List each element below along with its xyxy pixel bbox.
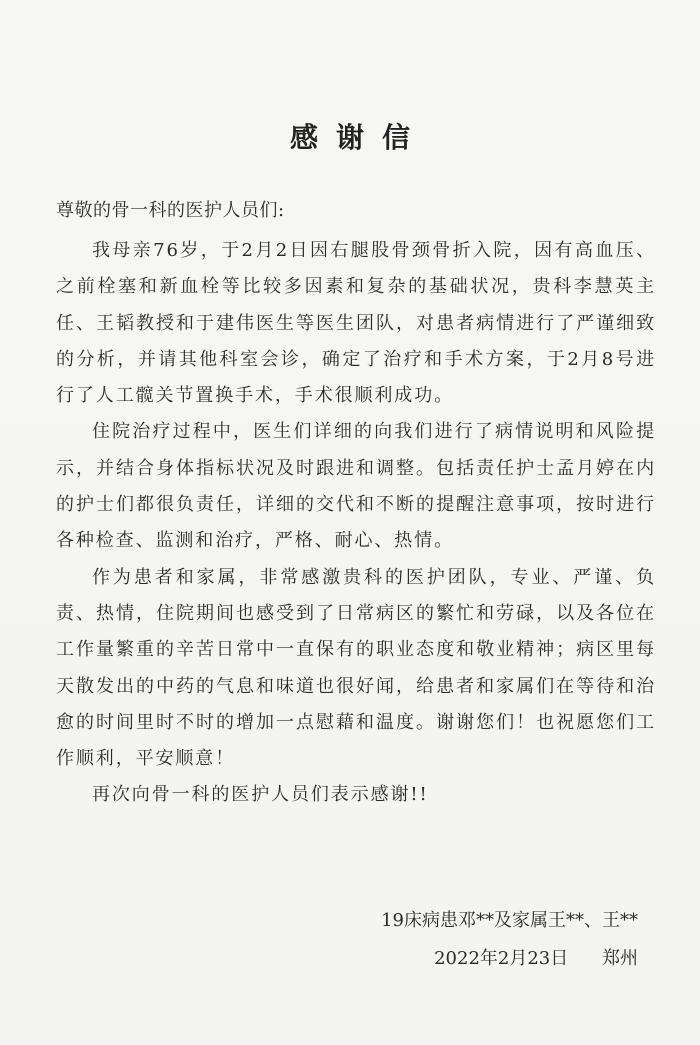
- letter-salutation: 尊敬的骨一科的医护人员们:: [56, 200, 285, 221]
- signature-place: 郑州: [602, 948, 638, 969]
- letter-body: [56, 233, 656, 814]
- signature-name: 19床病患邓**及家属王**、王**: [381, 910, 638, 931]
- signature-block: [381, 902, 638, 978]
- letter-paragraph: 再次向骨一科的医护人员们表示感谢!!: [92, 784, 429, 806]
- letter-paragraph: 我母亲76岁，于2月2日因右腿股骨颈骨折入院，因有高血压、之前栓塞和新血栓等比较多因素和复杂的基础状况，贵科李慧英主任、王韬教授和于建伟医生等医生团队，对患者病情进行了严谨细致的分析，并请其他科室会诊，确定了治疗和手术方案，于2月8号进行了人工髋关节置换手术，手术很顺利成功。: [56, 240, 656, 407]
- letter-paragraph: 住院治疗过程中，医生们详细的向我们进行了病情说明和风险提示，并结合身体指标状况及时跟进和调整。包括责任护士孟月婷在内的护士们都很负责任，详细的交代和不断的提醒注意事项，按时进行各种检查、监测和治疗，严格、耐心、热情。: [56, 421, 656, 552]
- letter-title: 感谢信: [289, 121, 428, 154]
- signature-date-line: [381, 940, 638, 978]
- letter-paragraph: 作为患者和家属，非常感激贵科的医护团队，专业、严谨、负责、热情，住院期间也感受到了日常病区的繁忙和劳碌，以及各位在工作量繁重的辛苦日常中一直保有的职业态度和敬业精神；病区里每天散发出的中药的气息和味道也很好闻，给患者和家属们在等待和治愈的时间里时不时的增加一点慰藉和温度。谢谢您们！也祝愿您们工作顺利，平安顺意！: [56, 566, 656, 770]
- signature-date: 2022年2月23日: [434, 948, 569, 969]
